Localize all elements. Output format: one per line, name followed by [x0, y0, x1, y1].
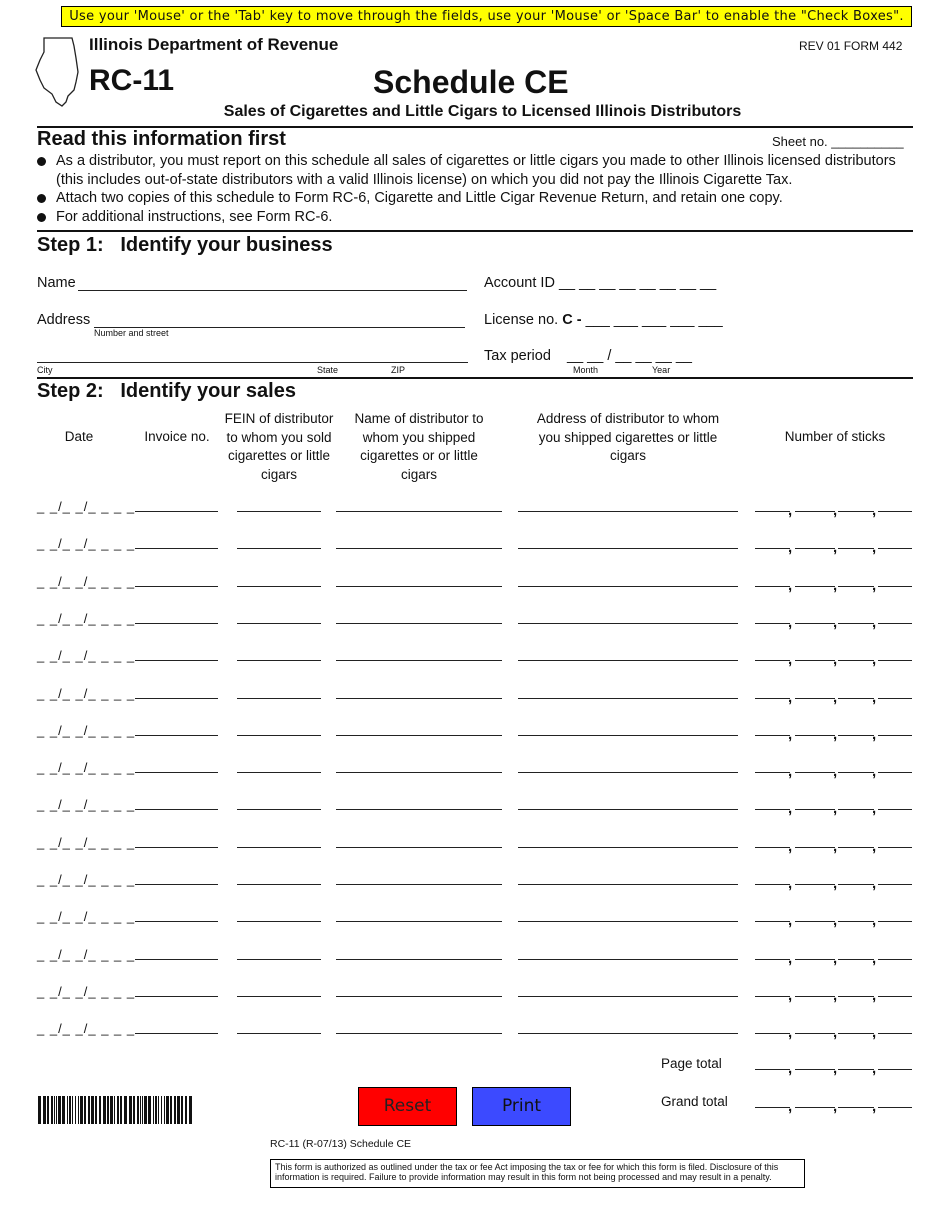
form-number: RC-11	[89, 64, 175, 97]
address-label: Address	[37, 312, 91, 328]
fein-input[interactable]	[237, 959, 321, 960]
barcode-bar	[84, 1096, 86, 1124]
date-input[interactable]: _ _/_ _/_ _ _ _	[37, 984, 136, 999]
barcode-bar	[142, 1096, 143, 1124]
license-label: License no. C - ___ ___ ___ ___ ___	[484, 312, 723, 328]
sticks-segment-line	[755, 586, 790, 587]
thousands-separator: ,	[833, 1060, 838, 1077]
distributor-address-input[interactable]	[518, 1033, 738, 1034]
date-input[interactable]: _ _/_ _/_ _ _ _	[37, 760, 136, 775]
sticks-segment-line	[878, 959, 912, 960]
sticks-segment-line	[755, 1069, 790, 1070]
invoice-input[interactable]	[135, 847, 218, 848]
distributor-name-input[interactable]	[336, 623, 502, 624]
thousands-separator: ,	[833, 689, 838, 706]
thousands-separator: ,	[872, 950, 877, 967]
thousands-separator: ,	[788, 875, 793, 892]
barcode-bar	[120, 1096, 122, 1124]
sticks-segment-line	[755, 698, 790, 699]
thousands-separator: ,	[833, 651, 838, 668]
tax-period-year-input[interactable]	[620, 347, 708, 365]
barcode-bar	[161, 1096, 162, 1124]
sticks-segment-line	[878, 809, 912, 810]
barcode-bar	[56, 1096, 57, 1124]
print-button[interactable]: Print	[472, 1087, 571, 1126]
barcode-bar	[72, 1096, 73, 1124]
sticks-segment-line	[878, 586, 912, 587]
thousands-separator: ,	[872, 502, 877, 519]
illinois-outline-icon	[34, 36, 82, 108]
info-heading: Read this information first	[37, 128, 286, 150]
sticks-segment-line	[838, 548, 874, 549]
fein-input[interactable]	[237, 698, 321, 699]
sticks-segment-line	[755, 511, 790, 512]
distributor-address-input[interactable]	[518, 959, 738, 960]
account-id-input[interactable]	[568, 274, 740, 292]
fein-input[interactable]	[237, 1033, 321, 1034]
sticks-segment-line	[838, 772, 874, 773]
step1-divider	[37, 230, 913, 232]
distributor-address-input[interactable]	[518, 809, 738, 810]
barcode-bar	[133, 1096, 135, 1124]
thousands-separator: ,	[833, 614, 838, 631]
thousands-separator: ,	[788, 987, 793, 1004]
thousands-separator: ,	[833, 875, 838, 892]
date-input[interactable]: _ _/_ _/_ _ _ _	[37, 1021, 136, 1036]
barcode-bar	[47, 1096, 49, 1124]
distributor-name-input[interactable]	[336, 586, 502, 587]
distributor-name-input[interactable]	[336, 921, 502, 922]
barcode-bar	[144, 1096, 147, 1124]
thousands-separator: ,	[872, 912, 877, 929]
distributor-name-input[interactable]	[336, 959, 502, 960]
barcode-bar	[124, 1096, 127, 1124]
address-sublabel: Number and street	[94, 328, 169, 338]
name-input[interactable]	[80, 274, 469, 292]
date-input[interactable]: _ _/_ _/_ _ _ _	[37, 499, 136, 514]
invoice-input[interactable]	[135, 772, 218, 773]
thousands-separator: ,	[788, 1060, 793, 1077]
fein-input[interactable]	[237, 548, 321, 549]
barcode-bar	[91, 1096, 94, 1124]
barcode-bar	[153, 1096, 154, 1124]
column-header-invoice: Invoice no.	[144, 429, 210, 444]
page-total-label: Page total	[661, 1056, 722, 1071]
invoice-input[interactable]	[135, 511, 218, 512]
sticks-segment-line	[755, 959, 790, 960]
barcode-image	[38, 1096, 194, 1124]
schedule-title: Schedule CE	[373, 64, 569, 100]
sticks-segment-line	[795, 996, 835, 997]
thousands-separator: ,	[872, 651, 877, 668]
sticks-segment-line	[795, 548, 835, 549]
thousands-separator: ,	[833, 987, 838, 1004]
date-input[interactable]: _ _/_ _/_ _ _ _	[37, 947, 136, 962]
sticks-segment-line	[838, 735, 874, 736]
invoice-input[interactable]	[135, 809, 218, 810]
thousands-separator: ,	[833, 838, 838, 855]
thousands-separator: ,	[788, 1024, 793, 1041]
info-bullet: For additional instructions, see Form RC-6.	[37, 208, 917, 227]
invoice-input[interactable]	[135, 959, 218, 960]
fein-input[interactable]	[237, 735, 321, 736]
state-input[interactable]	[312, 346, 386, 364]
date-input[interactable]: _ _/_ _/_ _ _ _	[37, 723, 136, 738]
distributor-name-input[interactable]	[336, 884, 502, 885]
distributor-address-input[interactable]	[518, 548, 738, 549]
sticks-segment-line	[795, 660, 835, 661]
thousands-separator: ,	[872, 763, 877, 780]
department-name: Illinois Department of Revenue	[89, 35, 339, 54]
barcode-bar	[80, 1096, 83, 1124]
barcode-bar	[58, 1096, 61, 1124]
disclaimer-box: This form is authorized as outlined under the tax or fee Act imposing the tax or fee for which this form is filed. Disclosure of this information is required. Failure to provide information may result in this form not being processed and may result in a penalty.	[270, 1159, 805, 1188]
thousands-separator: ,	[833, 1098, 838, 1115]
fein-input[interactable]	[237, 511, 321, 512]
fein-input[interactable]	[237, 847, 321, 848]
date-input[interactable]: _ _/_ _/_ _ _ _	[37, 797, 136, 812]
thousands-separator: ,	[788, 838, 793, 855]
sticks-segment-line	[755, 623, 790, 624]
sticks-segment-line	[878, 735, 912, 736]
barcode-bar	[140, 1096, 141, 1124]
state-sublabel: State	[317, 365, 339, 375]
fein-input[interactable]	[237, 772, 321, 773]
distributor-name-input[interactable]	[336, 511, 502, 512]
date-input[interactable]: _ _/_ _/_ _ _ _	[37, 611, 136, 626]
invoice-input[interactable]	[135, 586, 218, 587]
instruction-banner: Use your 'Mouse' or the 'Tab' key to move through the fields, use your 'Mouse' or 'Space Bar' to enable the "Check Boxes".	[61, 6, 912, 27]
thousands-separator: ,	[788, 539, 793, 556]
sticks-segment-line	[838, 884, 874, 885]
step2-divider	[37, 377, 913, 379]
distributor-address-input[interactable]	[518, 586, 738, 587]
sheet-number-label: Sheet no. __________	[772, 134, 904, 149]
sticks-segment-line	[838, 623, 874, 624]
barcode-bar	[43, 1096, 46, 1124]
barcode-bar	[78, 1096, 79, 1124]
sticks-segment-line	[795, 809, 835, 810]
info-bullet: Attach two copies of this schedule to Form RC-6, Cigarette and Little Cigar Revenue Return, and retain one copy.	[37, 189, 917, 208]
sticks-segment-line	[838, 996, 874, 997]
sticks-segment-line	[838, 959, 874, 960]
date-input[interactable]: _ _/_ _/_ _ _ _	[37, 536, 136, 551]
sticks-segment-line	[795, 772, 835, 773]
barcode-bar	[69, 1096, 71, 1124]
sticks-segment-line	[878, 623, 912, 624]
distributor-address-input[interactable]	[518, 623, 738, 624]
step2-heading: Step 2: Identify your sales	[37, 380, 296, 402]
distributor-address-input[interactable]	[518, 921, 738, 922]
thousands-separator: ,	[872, 1060, 877, 1077]
fein-input[interactable]	[237, 996, 321, 997]
tax-period-label: Tax period	[484, 348, 551, 364]
thousands-separator: ,	[788, 726, 793, 743]
thousands-separator: ,	[872, 726, 877, 743]
invoice-input[interactable]	[135, 884, 218, 885]
sticks-segment-line	[795, 735, 835, 736]
sticks-segment-line	[755, 772, 790, 773]
invoice-input[interactable]	[135, 735, 218, 736]
info-bullet: As a distributor, you must report on this schedule all sales of cigarettes or little cigars you made to other Illinois licensed distributors (this includes out-of-state distributors with a valid Illinois license) on which you did not pay the Illinois Cigarette Tax.	[37, 152, 917, 189]
barcode-bar	[107, 1096, 109, 1124]
invoice-input[interactable]	[135, 660, 218, 661]
date-input[interactable]: _ _/_ _/_ _ _ _	[37, 872, 136, 887]
thousands-separator: ,	[872, 1024, 877, 1041]
barcode-bar	[137, 1096, 139, 1124]
sticks-segment-line	[838, 698, 874, 699]
sticks-segment-line	[878, 698, 912, 699]
tax-period-blanks: __ __ / __ __ __ __	[567, 348, 692, 364]
barcode-bar	[166, 1096, 169, 1124]
sticks-segment-line	[878, 1033, 912, 1034]
sticks-segment-line	[838, 1107, 874, 1108]
sticks-segment-line	[755, 847, 790, 848]
distributor-address-input[interactable]	[518, 772, 738, 773]
sticks-segment-line	[878, 660, 912, 661]
thousands-separator: ,	[833, 912, 838, 929]
thousands-separator: ,	[788, 614, 793, 631]
barcode-bar	[164, 1096, 165, 1124]
distributor-name-input[interactable]	[336, 996, 502, 997]
sticks-segment-line	[838, 847, 874, 848]
date-input[interactable]: _ _/_ _/_ _ _ _	[37, 909, 136, 924]
sticks-segment-line	[795, 586, 835, 587]
sticks-segment-line	[795, 623, 835, 624]
thousands-separator: ,	[833, 950, 838, 967]
sticks-segment-line	[795, 511, 835, 512]
distributor-address-input[interactable]	[518, 847, 738, 848]
sticks-segment-line	[878, 847, 912, 848]
barcode-bar	[103, 1096, 106, 1124]
fein-input[interactable]	[237, 921, 321, 922]
barcode-bar	[95, 1096, 97, 1124]
sticks-segment-line	[755, 735, 790, 736]
invoice-input[interactable]	[135, 1033, 218, 1034]
city-input[interactable]	[38, 346, 312, 364]
sticks-segment-line	[838, 586, 874, 587]
sticks-segment-line	[795, 847, 835, 848]
year-sublabel: Year	[652, 365, 671, 375]
date-input[interactable]: _ _/_ _/_ _ _ _	[37, 648, 136, 663]
barcode-bar	[51, 1096, 53, 1124]
thousands-separator: ,	[872, 539, 877, 556]
form-code: REV 01 FORM 442	[799, 39, 903, 53]
footer-form-code: RC-11 (R-07/13) Schedule CE	[270, 1138, 412, 1150]
sticks-segment-line	[838, 1069, 874, 1070]
date-input[interactable]: _ _/_ _/_ _ _ _	[37, 686, 136, 701]
thousands-separator: ,	[872, 577, 877, 594]
sticks-segment-line	[838, 1033, 874, 1034]
thousands-separator: ,	[788, 950, 793, 967]
sticks-segment-line	[755, 884, 790, 885]
account-id-label: Account ID __ __ __ __ __ __ __ __	[484, 275, 717, 291]
sticks-segment-line	[755, 996, 790, 997]
sticks-segment-line	[795, 1033, 835, 1034]
sticks-segment-line	[838, 809, 874, 810]
barcode-bar	[170, 1096, 172, 1124]
fein-input[interactable]	[237, 809, 321, 810]
barcode-bar	[148, 1096, 151, 1124]
zip-input[interactable]	[388, 346, 470, 364]
date-input[interactable]: _ _/_ _/_ _ _ _	[37, 835, 136, 850]
barcode-bar	[189, 1096, 192, 1124]
thousands-separator: ,	[833, 502, 838, 519]
city-sublabel: City	[37, 365, 53, 375]
distributor-address-input[interactable]	[518, 884, 738, 885]
barcode-bar	[181, 1096, 183, 1124]
column-header-sticks: Number of sticks	[784, 429, 886, 444]
distributor-address-input[interactable]	[518, 511, 738, 512]
sticks-segment-line	[838, 921, 874, 922]
distributor-name-input[interactable]	[336, 698, 502, 699]
barcode-bar	[185, 1096, 187, 1124]
column-header-distributor-address: Address of distributor to whom you shipped cigarettes or little cigars	[536, 411, 720, 463]
barcode-bar	[67, 1096, 68, 1124]
thousands-separator: ,	[833, 1024, 838, 1041]
barcode-bar	[88, 1096, 90, 1124]
thousands-separator: ,	[833, 577, 838, 594]
distributor-name-input[interactable]	[336, 809, 502, 810]
sticks-segment-line	[838, 511, 874, 512]
barcode-bar	[155, 1096, 157, 1124]
sticks-segment-line	[795, 959, 835, 960]
thousands-separator: ,	[788, 912, 793, 929]
sticks-segment-line	[755, 660, 790, 661]
sticks-segment-line	[878, 921, 912, 922]
thousands-separator: ,	[833, 763, 838, 780]
thousands-separator: ,	[872, 1098, 877, 1115]
distributor-name-input[interactable]	[336, 660, 502, 661]
barcode-bar	[158, 1096, 159, 1124]
bullet-icon	[37, 213, 46, 222]
barcode-bar	[110, 1096, 113, 1124]
sticks-segment-line	[795, 698, 835, 699]
sticks-segment-line	[878, 548, 912, 549]
distributor-address-input[interactable]	[518, 996, 738, 997]
thousands-separator: ,	[872, 838, 877, 855]
license-input[interactable]	[620, 311, 744, 329]
barcode-bar	[62, 1096, 65, 1124]
invoice-input[interactable]	[135, 548, 218, 549]
distributor-name-input[interactable]	[336, 548, 502, 549]
invoice-input[interactable]	[135, 921, 218, 922]
thousands-separator: ,	[788, 651, 793, 668]
column-header-fein: FEIN of distributor to whom you sold cigarettes or little cigars	[224, 411, 334, 482]
thousands-separator: ,	[872, 614, 877, 631]
step1-heading: Step 1: Identify your business	[37, 234, 333, 256]
thousands-separator: ,	[788, 689, 793, 706]
reset-button[interactable]: Reset	[358, 1087, 457, 1126]
barcode-bar	[114, 1096, 115, 1124]
sticks-segment-line	[878, 884, 912, 885]
fein-input[interactable]	[237, 586, 321, 587]
month-sublabel: Month	[573, 365, 599, 375]
distributor-name-input[interactable]	[336, 847, 502, 848]
fein-input[interactable]	[237, 623, 321, 624]
thousands-separator: ,	[833, 539, 838, 556]
barcode-bar	[54, 1096, 55, 1124]
sticks-segment-line	[755, 1033, 790, 1034]
license-blanks: ___ ___ ___ ___ ___	[585, 312, 723, 328]
barcode-bar	[174, 1096, 176, 1124]
thousands-separator: ,	[872, 800, 877, 817]
invoice-input[interactable]	[135, 623, 218, 624]
thousands-separator: ,	[788, 577, 793, 594]
tax-period-month-input[interactable]	[566, 347, 608, 365]
address-input[interactable]	[96, 311, 467, 329]
barcode-bar	[99, 1096, 101, 1124]
distributor-address-input[interactable]	[518, 660, 738, 661]
sticks-segment-line	[878, 1107, 912, 1108]
sticks-segment-line	[878, 996, 912, 997]
sheet-number-input[interactable]	[840, 134, 914, 150]
sticks-segment-line	[795, 1069, 835, 1070]
barcode-bar	[38, 1096, 41, 1124]
thousands-separator: ,	[833, 800, 838, 817]
thousands-separator: ,	[872, 875, 877, 892]
thousands-separator: ,	[872, 987, 877, 1004]
sticks-segment-line	[755, 548, 790, 549]
form-subtitle: Sales of Cigarettes and Little Cigars to Licensed Illinois Distributors	[223, 103, 742, 120]
sticks-segment-line	[795, 884, 835, 885]
sticks-segment-line	[795, 921, 835, 922]
bullet-icon	[37, 157, 46, 166]
sticks-segment-line	[755, 921, 790, 922]
barcode-bar	[129, 1096, 132, 1124]
date-input[interactable]: _ _/_ _/_ _ _ _	[37, 574, 136, 589]
thousands-separator: ,	[788, 1098, 793, 1115]
invoice-input[interactable]	[135, 996, 218, 997]
thousands-separator: ,	[872, 689, 877, 706]
distributor-name-input[interactable]	[336, 735, 502, 736]
grand-total-label: Grand total	[661, 1094, 728, 1109]
column-header-date: Date	[64, 429, 94, 444]
sticks-segment-line	[838, 660, 874, 661]
invoice-input[interactable]	[135, 698, 218, 699]
barcode-bar	[75, 1096, 76, 1124]
fein-input[interactable]	[237, 660, 321, 661]
barcode-bar	[177, 1096, 180, 1124]
distributor-name-input[interactable]	[336, 1033, 502, 1034]
license-prefix: C -	[562, 312, 582, 328]
name-label: Name	[37, 275, 76, 291]
sticks-segment-line	[795, 1107, 835, 1108]
sticks-segment-line	[755, 1107, 790, 1108]
barcode-bar	[117, 1096, 119, 1124]
sticks-segment-line	[878, 1069, 912, 1070]
distributor-address-input[interactable]	[518, 698, 738, 699]
thousands-separator: ,	[833, 726, 838, 743]
fein-input[interactable]	[237, 884, 321, 885]
distributor-address-input[interactable]	[518, 735, 738, 736]
zip-sublabel: ZIP	[391, 365, 406, 375]
sticks-segment-line	[878, 772, 912, 773]
sticks-segment-line	[878, 511, 912, 512]
column-header-distributor-name: Name of distributor to whom you shipped cigarettes or or little cigars	[354, 411, 484, 482]
distributor-name-input[interactable]	[336, 772, 502, 773]
thousands-separator: ,	[788, 800, 793, 817]
sticks-segment-line	[755, 809, 790, 810]
thousands-separator: ,	[788, 763, 793, 780]
thousands-separator: ,	[788, 502, 793, 519]
bullet-icon	[37, 194, 46, 203]
